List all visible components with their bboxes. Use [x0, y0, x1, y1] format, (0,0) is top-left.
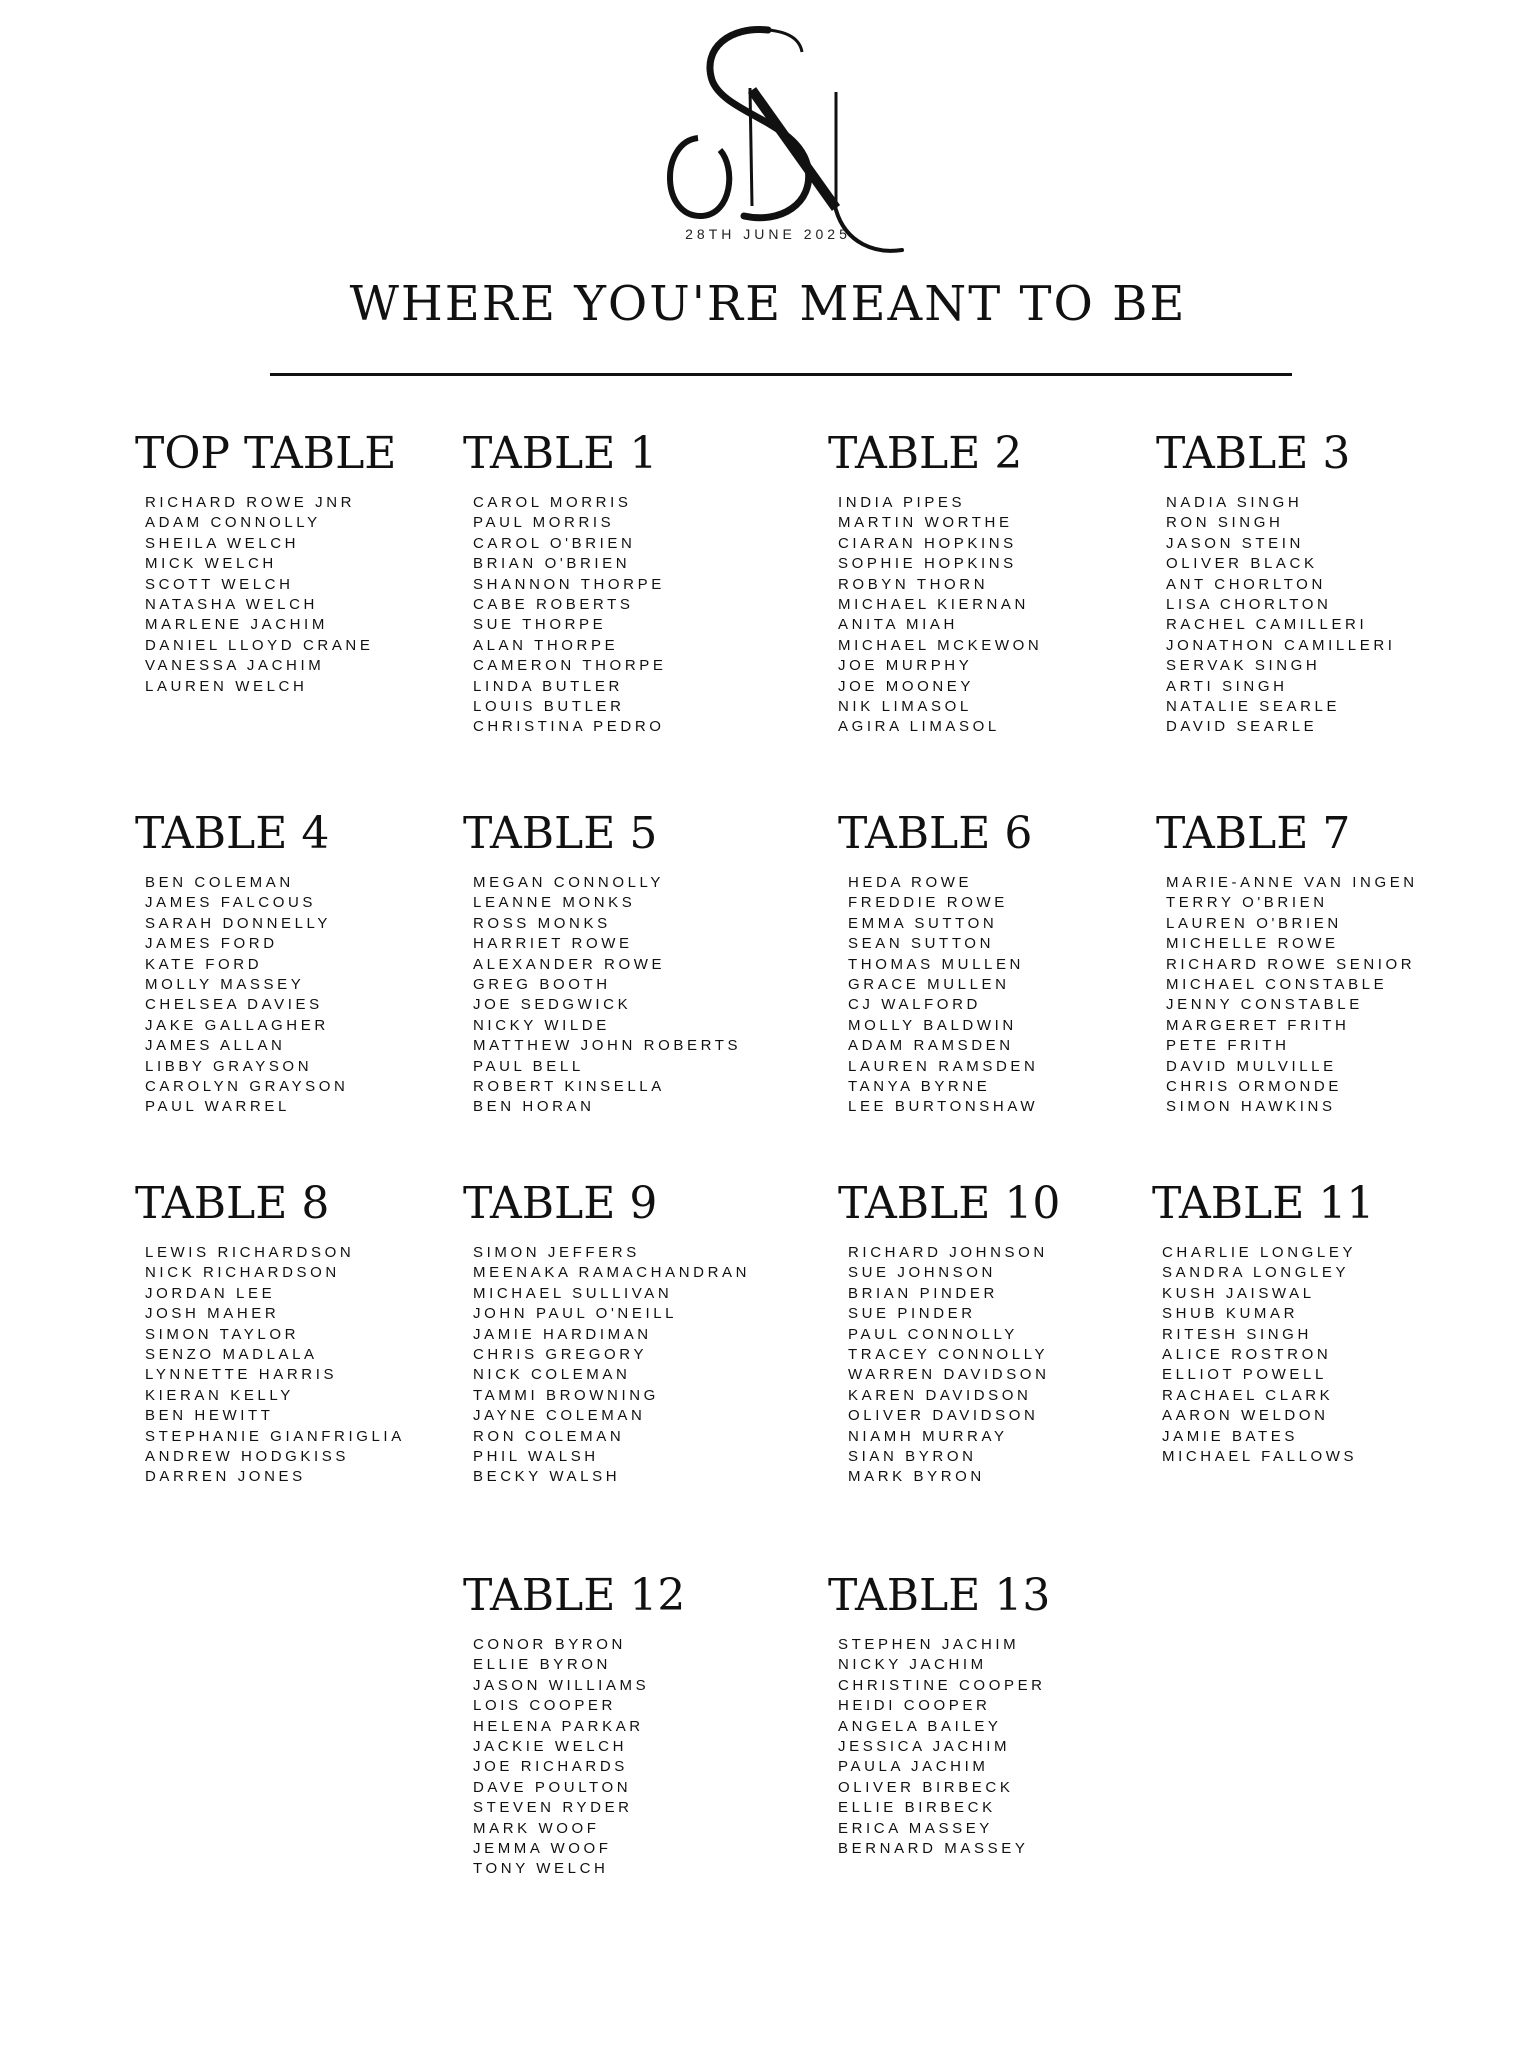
guest-name: JASON WILLIAMS	[473, 1676, 650, 1694]
guest-name: SHUB KUMAR	[1162, 1305, 1299, 1323]
table-7	[1156, 808, 1418, 1118]
guest-name: JACKIE WELCH	[473, 1738, 628, 1756]
guest-name: PAUL MORRIS	[473, 514, 615, 532]
guest-name: HEIDI COOPER	[838, 1697, 991, 1715]
guest-name: MICK WELCH	[145, 555, 277, 573]
guest-name: LOUIS BUTLER	[473, 698, 625, 716]
guest-name: RACHAEL CLARK	[1162, 1386, 1334, 1404]
guest-name: MARGERET FRITH	[1166, 1016, 1350, 1034]
guest-name: SUE PINDER	[848, 1305, 976, 1323]
guest-name: LYNNETTE HARRIS	[145, 1366, 338, 1384]
table-11	[1152, 1178, 1374, 1467]
guest-name: BEN HORAN	[473, 1098, 595, 1116]
guest-name: FREDDIE ROWE	[848, 894, 1008, 912]
guest-name: NICK COLEMAN	[473, 1366, 631, 1384]
guest-list	[838, 493, 1042, 738]
table-4	[135, 808, 348, 1118]
guest-name: LINDA BUTLER	[473, 677, 623, 695]
guest-name: DANIEL LLOYD CRANE	[145, 636, 374, 654]
guest-name: MARLENE JACHIM	[145, 616, 328, 634]
guest-name: SUE THORPE	[473, 616, 607, 634]
guest-name: CAROLYN GRAYSON	[145, 1078, 349, 1096]
table-title: TABLE 4	[135, 808, 330, 859]
guest-name: CHRISTINA PEDRO	[473, 718, 665, 736]
guest-name: LAUREN WELCH	[145, 677, 308, 695]
guest-name: ELLIE BYRON	[473, 1656, 611, 1674]
guest-name: LEANNE MONKS	[473, 894, 636, 912]
guest-name: ALAN THORPE	[473, 636, 619, 654]
guest-name: LAUREN RAMSDEN	[848, 1057, 1039, 1075]
guest-name: THOMAS MULLEN	[848, 955, 1024, 973]
guest-name: OLIVER BLACK	[1166, 555, 1318, 573]
guest-name: ROSS MONKS	[473, 914, 611, 932]
guest-name: ANT CHORLTON	[1166, 575, 1326, 593]
table-title: TABLE 12	[463, 1570, 686, 1621]
guest-name: GREG BOOTH	[473, 976, 611, 994]
guest-name: LISA CHORLTON	[1166, 596, 1332, 614]
guest-name: SIMON TAYLOR	[145, 1325, 300, 1343]
guest-name: SIMON JEFFERS	[473, 1244, 640, 1261]
guest-name: SENZO MADLALA	[145, 1346, 318, 1364]
guest-name: NATALIE SEARLE	[1166, 698, 1341, 716]
guest-name: DARREN JONES	[145, 1468, 306, 1486]
guest-name: LOIS COOPER	[473, 1697, 616, 1715]
guest-name: MARK WOOF	[473, 1819, 600, 1837]
guest-name: GRACE MULLEN	[848, 976, 1010, 994]
guest-name: RICHARD ROWE JNR	[145, 494, 356, 511]
monogram-logo	[640, 18, 940, 258]
guest-name: JOHN PAUL O'NEILL	[473, 1305, 678, 1323]
table-title: TOP TABLE	[135, 428, 397, 479]
guest-name: SHEILA WELCH	[145, 534, 300, 552]
table-3	[1156, 428, 1396, 738]
table-title: TABLE 9	[463, 1178, 658, 1229]
guest-name: RACHEL CAMILLERI	[1166, 616, 1368, 634]
guest-name: KATE FORD	[145, 955, 263, 973]
guest-name: TAMMI BROWNING	[473, 1386, 659, 1404]
guest-name: MATTHEW JOHN ROBERTS	[473, 1037, 742, 1055]
guest-name: MICHAEL KIERNAN	[838, 596, 1029, 614]
guest-name: JOSH MAHER	[145, 1305, 280, 1323]
guest-name: MICHAEL FALLOWS	[1162, 1448, 1358, 1466]
guest-name: CHRISTINE COOPER	[838, 1676, 1046, 1694]
guest-name: MARTIN WORTHE	[838, 514, 1013, 532]
guest-name: EMMA SUTTON	[848, 914, 998, 932]
table-title: TABLE 10	[838, 1178, 1061, 1229]
page-headline: WHERE YOU'RE MEANT TO BE	[349, 276, 1187, 332]
guest-name: CHRIS GREGORY	[473, 1346, 648, 1364]
header-divider	[270, 373, 1292, 376]
guest-name: ROBERT KINSELLA	[473, 1078, 665, 1096]
guest-list	[1166, 873, 1418, 1118]
guest-name: RICHARD JOHNSON	[848, 1244, 1048, 1261]
guest-name: KAREN DAVIDSON	[848, 1386, 1032, 1404]
guest-name: JOE MURPHY	[838, 657, 973, 675]
guest-name: CHRIS ORMONDE	[1166, 1078, 1342, 1096]
guest-name: PAUL WARREL	[145, 1098, 290, 1116]
guest-name: SIMON HAWKINS	[1166, 1098, 1336, 1116]
guest-name: STEPHANIE GIANFRIGLIA	[145, 1427, 405, 1445]
guest-name: AGIRA LIMASOL	[838, 718, 1000, 736]
guest-name: JAMIE HARDIMAN	[473, 1325, 652, 1343]
guest-name: RITESH SINGH	[1162, 1325, 1312, 1343]
table-5	[463, 808, 741, 1118]
guest-name: JEMMA WOOF	[473, 1840, 612, 1858]
guest-name: DAVID MULVILLE	[1166, 1057, 1337, 1075]
guest-name: NATASHA WELCH	[145, 596, 318, 614]
guest-list	[473, 1243, 750, 1488]
guest-name: SIAN BYRON	[848, 1448, 977, 1466]
guest-name: MOLLY BALDWIN	[848, 1016, 1017, 1034]
guest-name: ANDREW HODGKISS	[145, 1448, 350, 1466]
guest-name: ROBYN THORN	[838, 575, 989, 593]
guest-name: ALEXANDER ROWE	[473, 955, 666, 973]
table-title: TABLE 7	[1156, 808, 1351, 859]
guest-name: DAVE POULTON	[473, 1778, 632, 1796]
table-title: TABLE 5	[463, 808, 658, 859]
guest-name: MOLLY MASSEY	[145, 976, 305, 994]
guest-name: ALICE ROSTRON	[1162, 1346, 1332, 1364]
guest-name: MICHAEL CONSTABLE	[1166, 976, 1388, 994]
guest-name: SUE JOHNSON	[848, 1264, 996, 1282]
guest-name: CONOR BYRON	[473, 1636, 626, 1653]
guest-name: TANYA BYRNE	[848, 1078, 991, 1096]
guest-name: LEE BURTONSHAW	[848, 1098, 1039, 1116]
guest-name: JORDAN LEE	[145, 1284, 276, 1302]
event-date: 28TH JUNE 2025	[685, 226, 851, 242]
table-9	[463, 1178, 750, 1488]
guest-name: PAULA JACHIM	[838, 1758, 989, 1776]
guest-name: CHARLIE LONGLEY	[1162, 1244, 1357, 1261]
guest-name: SARAH DONNELLY	[145, 914, 331, 932]
guest-name: AARON WELDON	[1162, 1407, 1329, 1425]
guest-name: KIERAN KELLY	[145, 1386, 294, 1404]
guest-name: ADAM CONNOLLY	[145, 514, 321, 532]
guest-name: JAMES FORD	[145, 935, 278, 953]
guest-name: MICHAEL MCKEWON	[838, 636, 1043, 654]
table-2	[828, 428, 1042, 738]
table-title: TABLE 13	[828, 1570, 1051, 1621]
guest-name: BEN HEWITT	[145, 1407, 274, 1425]
guest-name: TONY WELCH	[473, 1860, 609, 1878]
guest-name: PAUL CONNOLLY	[848, 1325, 1018, 1343]
table-title: TABLE 11	[1152, 1178, 1375, 1229]
guest-name: JAMIE BATES	[1162, 1427, 1299, 1445]
guest-list	[473, 493, 666, 738]
guest-name: MARK BYRON	[848, 1468, 985, 1486]
guest-list	[838, 1635, 1050, 1859]
guest-name: JOE SEDGWICK	[473, 996, 632, 1014]
guest-name: NICK RICHARDSON	[145, 1264, 340, 1282]
guest-name: PHIL WALSH	[473, 1448, 599, 1466]
table-title: TABLE 6	[838, 808, 1033, 859]
guest-name: CIARAN HOPKINS	[838, 534, 1017, 552]
guest-name: NICKY WILDE	[473, 1016, 610, 1034]
guest-name: MEGAN CONNOLLY	[473, 874, 664, 891]
table-6	[838, 808, 1038, 1118]
table-title: TABLE 1	[463, 428, 658, 479]
guest-list	[145, 1243, 405, 1488]
table-12	[463, 1570, 685, 1880]
guest-name: OLIVER BIRBECK	[838, 1778, 1014, 1796]
guest-name: VANESSA JACHIM	[145, 657, 325, 675]
table-1	[463, 428, 666, 738]
guest-name: RON COLEMAN	[473, 1427, 625, 1445]
guest-name: RON SINGH	[1166, 514, 1284, 532]
table-8	[135, 1178, 405, 1488]
guest-list	[473, 873, 741, 1118]
guest-name: SERVAK SINGH	[1166, 657, 1321, 675]
guest-name: NADIA SINGH	[1166, 494, 1303, 511]
guest-name: HELENA PARKAR	[473, 1717, 644, 1735]
guest-name: MICHAEL SULLIVAN	[473, 1284, 673, 1302]
guest-name: MICHELLE ROWE	[1166, 935, 1339, 953]
guest-name: SHANNON THORPE	[473, 575, 665, 593]
guest-name: MEENAKA RAMACHANDRAN	[473, 1264, 751, 1282]
guest-name: JASON STEIN	[1166, 534, 1304, 552]
guest-name: ELLIE BIRBECK	[838, 1799, 996, 1817]
guest-name: RICHARD ROWE SENIOR	[1166, 955, 1416, 973]
table-title: TABLE 2	[828, 428, 1023, 479]
guest-list	[848, 873, 1038, 1118]
table-title: TABLE 8	[135, 1178, 330, 1229]
guest-name: STEPHEN JACHIM	[838, 1636, 1020, 1653]
guest-name: SEAN SUTTON	[848, 935, 995, 953]
guest-name: OLIVER DAVIDSON	[848, 1407, 1039, 1425]
guest-name: ANITA MIAH	[838, 616, 958, 634]
table-13	[828, 1570, 1050, 1859]
guest-list	[145, 493, 396, 697]
guest-list	[1166, 493, 1396, 738]
guest-name: WARREN DAVIDSON	[848, 1366, 1050, 1384]
guest-name: MARIE-ANNE VAN INGEN	[1166, 874, 1418, 891]
guest-name: JAKE GALLAGHER	[145, 1016, 329, 1034]
guest-name: BERNARD MASSEY	[838, 1840, 1029, 1858]
guest-name: ERICA MASSEY	[838, 1819, 993, 1837]
guest-name: JAMES ALLAN	[145, 1037, 286, 1055]
guest-name: JAMES FALCOUS	[145, 894, 316, 912]
guest-name: TRACEY CONNOLLY	[848, 1346, 1049, 1364]
guest-name: JAYNE COLEMAN	[473, 1407, 646, 1425]
guest-name: LEWIS RICHARDSON	[145, 1244, 355, 1261]
guest-name: CAROL O'BRIEN	[473, 534, 636, 552]
guest-name: PAUL BELL	[473, 1057, 584, 1075]
guest-name: SANDRA LONGLEY	[1162, 1264, 1350, 1282]
guest-name: TERRY O'BRIEN	[1166, 894, 1328, 912]
guest-name: SCOTT WELCH	[145, 575, 294, 593]
guest-name: DAVID SEARLE	[1166, 718, 1318, 736]
guest-name: LAUREN O'BRIEN	[1166, 914, 1342, 932]
guest-name: BEN COLEMAN	[145, 874, 294, 891]
guest-name: ANGELA BAILEY	[838, 1717, 1002, 1735]
guest-name: BRIAN PINDER	[848, 1284, 998, 1302]
guest-name: CHELSEA DAVIES	[145, 996, 323, 1014]
guest-name: BECKY WALSH	[473, 1468, 621, 1486]
guest-name: CABE ROBERTS	[473, 596, 634, 614]
guest-name: STEVEN RYDER	[473, 1799, 633, 1817]
guest-name: JOE RICHARDS	[473, 1758, 628, 1776]
guest-name: JESSICA JACHIM	[838, 1738, 1011, 1756]
guest-name: HEDA ROWE	[848, 874, 973, 891]
guest-name: NIAMH MURRAY	[848, 1427, 1008, 1445]
guest-name: KUSH JAISWAL	[1162, 1284, 1315, 1302]
guest-list	[848, 1243, 1060, 1488]
guest-name: BRIAN O'BRIEN	[473, 555, 631, 573]
guest-name: JONATHON CAMILLERI	[1166, 636, 1396, 654]
guest-name: JOE MOONEY	[838, 677, 975, 695]
guest-name: INDIA PIPES	[838, 494, 966, 511]
guest-name: HARRIET ROWE	[473, 935, 633, 953]
guest-list	[473, 1635, 685, 1880]
table-10	[838, 1178, 1060, 1488]
guest-name: ELLIOT POWELL	[1162, 1366, 1327, 1384]
guest-name: ARTI SINGH	[1166, 677, 1288, 695]
guest-name: LIBBY GRAYSON	[145, 1057, 313, 1075]
guest-name: JENNY CONSTABLE	[1166, 996, 1363, 1014]
guest-name: SOPHIE HOPKINS	[838, 555, 1017, 573]
table-top-table	[135, 428, 396, 697]
guest-name: PETE FRITH	[1166, 1037, 1290, 1055]
guest-name: ADAM RAMSDEN	[848, 1037, 1014, 1055]
guest-list	[145, 873, 348, 1118]
guest-name: NICKY JACHIM	[838, 1656, 987, 1674]
table-title: TABLE 3	[1156, 428, 1351, 479]
guest-name: CJ WALFORD	[848, 996, 981, 1014]
guest-name: CAMERON THORPE	[473, 657, 667, 675]
guest-list	[1162, 1243, 1374, 1467]
guest-name: NIK LIMASOL	[838, 698, 972, 716]
guest-name: CAROL MORRIS	[473, 494, 632, 511]
